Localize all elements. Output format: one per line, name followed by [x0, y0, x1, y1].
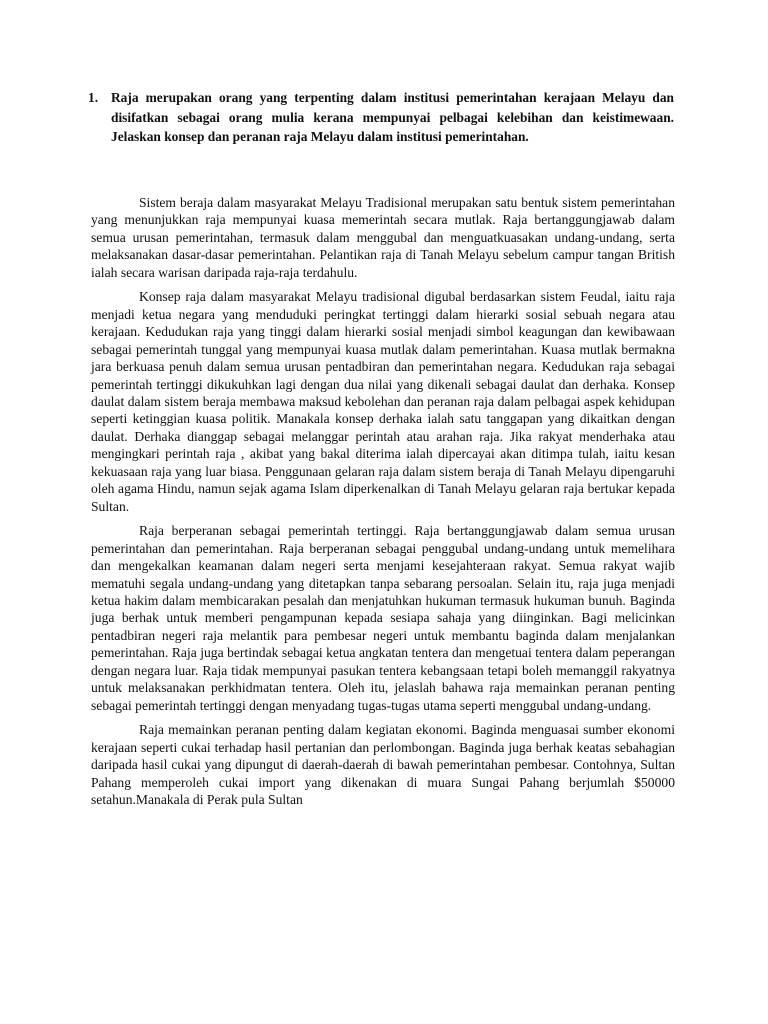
essay-question: [88, 88, 674, 147]
question-text: Raja merupakan orang yang terpenting dalam institusi pemerintahan kerajaan Melayu dan disifatkan sebagai orang mulia kerana mempunyai pelbagai kelebihan dan keistimewaan. Jelaskan konsep dan peranan raja Melayu dalam institusi pemerintahan.: [111, 90, 674, 144]
paragraph-peranan-ekonomi: Raja memainkan peranan penting dalam kegiatan ekonomi. Baginda menguasai sumber ekonomi kerajaan seperti cukai terhadap hasil pertanian dan perlombongan. Baginda juga berhak keatas sebahagian daripada hasil cukai yang dipungut di daerah-daerah di bawah pemerintahan pembesar. Contohnya, Sultan Pahang memperoleh cukai import yang dikenakan di muara Sungai Pahang berjumlah $50000 setahun.Manakala di Perak pula Sultan: [91, 722, 675, 807]
paragraph-peranan-pemerintah: Raja berperanan sebagai pemerintah tertinggi. Raja bertanggungjawab dalam semua urusan pemerintahan dan pemerintahan. Raja berperanan sebagai penggubal undang-undang untuk memelihara dan mengekalkan keamanan dalam negeri serta menjami kesejahteraan rakyat. Semua rakyat wajib mematuhi segala undang-undang yang ditetapkan tanpa sebarang persoalan. Selain itu, raja juga menjadi ketua hakim dalam membicarakan pesalah dan menjatuhkan hukuman termasuk hukuman bunuh. Baginda juga berhak untuk memberi pengampunan kepada sesiapa sahaja yang diinginkan. Bagi melicinkan pentadbiran negeri raja melantik para pembesar negeri untuk membantu baginda dalam menjalankan pemerintahan. Raja juga bertindak sebagai ketua angkatan tentera dan mengetuai tentera dalam peperangan dengan negara luar. Raja tidak mempunyai pasukan tentera kebangsaan tetapi boleh memanggil rakyatnya untuk melaksanakan perkhidmatan tentera. Oleh itu, jelaslah bahawa raja memainkan peranan penting sebagai pemerintah tertinggi dengan menyadang tugas-tugas utama seperti menggubal undang-undang.: [91, 523, 675, 713]
essay-body: [91, 194, 675, 815]
question-number: 1.: [88, 90, 99, 105]
paragraph-sistem-beraja: Sistem beraja dalam masyarakat Melayu Tradisional merupakan satu bentuk sistem pemerintahan yang menunjukkan raja mempunyai kuasa memerintah secara mutlak. Raja bertanggungjawab dalam semua urusan pemerintahan, termasuk dalam menggubal dan menguatkuasakan undang-undang, serta melaksanakan dasar-dasar pemerintahan. Pelantikan raja di Tanah Melayu sebelum campur tangan British ialah secara warisan daripada raja-raja terdahulu.: [91, 195, 675, 280]
paragraph-konsep-raja: Konsep raja dalam masyarakat Melayu tradisional digubal berdasarkan sistem Feudal, iaitu raja menjadi ketua negara yang menduduki peringkat tertinggi dalam hierarki sosial sebuah negara atau kerajaan. Kedudukan raja yang tinggi dalam hierarki sosial menjadi simbol keagungan dan kewibawaan sebagai pemerintah tunggal yang mempunyai kuasa mutlak dalam pemerintahan. Kuasa mutlak bermakna jara berkuasa penuh dalam semua urusan pentadbiran dan pemerintahan negara. Kedudukan raja sebagai pemerintah tertinggi dikukuhkan lagi dengan dua nilai yang dikenali sebagai daulat dan derhaka. Konsep daulat dalam sistem beraja membawa maksud kebolehan dan peranan raja dalam pelbagai aspek kehidupan seperti ketinggian kuasa politik. Manakala konsep derhaka ialah satu tanggapan yang dikaitkan dengan daulat. Derhaka dianggap sebagai melanggar perintah atau arahan raja. Jika rakyat menderhaka atau mengingkari perintah raja , akibat yang bakal diterima ialah dipercayai akan ditimpa tulah, iaitu kesan kekuasaan raja yang luar biasa. Penggunaan gelaran raja dalam sistem beraja di Tanah Melayu dipengaruhi oleh agama Hindu, namun sejak agama Islam diperkenalkan di Tanah Melayu gelaran raja bertukar kepada Sultan.: [91, 289, 675, 514]
